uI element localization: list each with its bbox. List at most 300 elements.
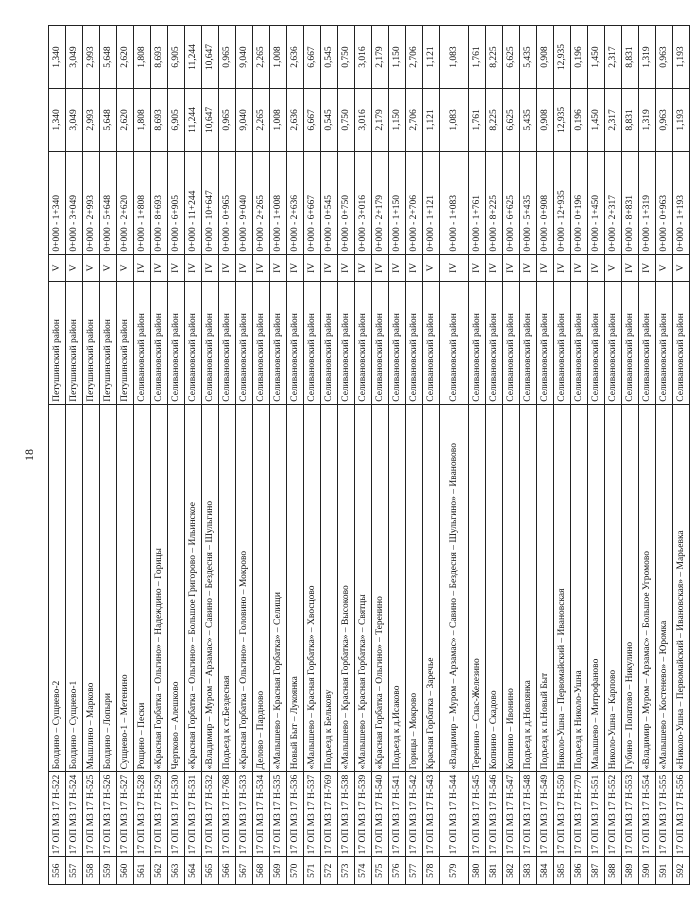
cell-category: V xyxy=(605,254,622,282)
cell-km-range: 0+000 - 1+319 xyxy=(639,151,656,254)
cell-length: 2,620 xyxy=(117,89,134,152)
cell-length: 0,750 xyxy=(338,89,355,152)
cell-category: V xyxy=(83,254,100,282)
cell-total-length: 8,831 xyxy=(622,26,639,89)
cell-road-code: 17 ОП МЗ 17 Н-529 xyxy=(151,772,168,857)
cell-row-number: 568 xyxy=(253,857,270,885)
cell-row-number: 564 xyxy=(185,857,202,885)
cell-category: IV xyxy=(440,254,469,282)
cell-road-name: Болдино – Лопыри xyxy=(100,404,117,772)
cell-district: Селивановский район xyxy=(202,282,219,405)
cell-district: Петушинский район xyxy=(83,282,100,405)
cell-road-name: Подъезд к Белькову xyxy=(321,404,338,772)
cell-district: Селивановский район xyxy=(168,282,185,405)
cell-length: 1,008 xyxy=(270,89,287,152)
cell-length: 5,648 xyxy=(100,89,117,152)
cell-road-name: «Малышево – Красная Горбатка» – Высоково xyxy=(338,404,355,772)
cell-category: IV xyxy=(537,254,554,282)
table-row xyxy=(537,26,554,885)
table-row xyxy=(588,26,605,885)
cell-km-range: 0+000 - 6+667 xyxy=(304,151,321,254)
table-row xyxy=(202,26,219,885)
cell-km-range: 0+000 - 0+196 xyxy=(571,151,588,254)
cell-row-number: 558 xyxy=(83,857,100,885)
cell-district: Петушинский район xyxy=(100,282,117,405)
cell-district: Селивановский район xyxy=(554,282,571,405)
cell-length: 10,647 xyxy=(202,89,219,152)
cell-total-length: 1,808 xyxy=(134,26,151,89)
cell-km-range: 0+000 - 10+647 xyxy=(202,151,219,254)
table-row xyxy=(486,26,503,885)
cell-road-name: «Владимир – Муром – Арзамас» – Савино – Бездесня – Шульгино xyxy=(202,404,219,772)
cell-category: IV xyxy=(304,254,321,282)
table-row xyxy=(321,26,338,885)
cell-row-number: 586 xyxy=(571,857,588,885)
cell-total-length: 1,083 xyxy=(440,26,469,89)
table-row xyxy=(423,26,440,885)
cell-length: 2,706 xyxy=(406,89,423,152)
cell-road-code: 17 ОП МЗ 17 Н-525 xyxy=(83,772,100,857)
cell-district: Селивановский район xyxy=(236,282,253,405)
cell-road-name: «Красная Горбатка – Ольгино» – Теренино xyxy=(372,404,389,772)
cell-km-range: 0+000 - 8+831 xyxy=(622,151,639,254)
cell-total-length: 9,040 xyxy=(236,26,253,89)
cell-road-code: 17 ОП МЗ 17 Н-528 xyxy=(134,772,151,857)
cell-road-code: 17 ОП МЗ 17 Н-534 xyxy=(253,772,270,857)
cell-km-range: 0+000 - 5+435 xyxy=(520,151,537,254)
cell-category: IV xyxy=(571,254,588,282)
cell-km-range: 0+000 - 0+908 xyxy=(537,151,554,254)
cell-road-code: 17 ОП МЗ 17 Н-535 xyxy=(270,772,287,857)
cell-row-number: 592 xyxy=(673,857,690,885)
cell-category: IV xyxy=(168,254,185,282)
cell-road-code: 17 ОП МЗ 17 Н-532 xyxy=(202,772,219,857)
table-row xyxy=(287,26,304,885)
cell-district: Селивановский район xyxy=(571,282,588,405)
cell-road-name: Подъезд к п.Новый Быт xyxy=(537,404,554,772)
cell-row-number: 572 xyxy=(321,857,338,885)
cell-district: Селивановский район xyxy=(219,282,236,405)
cell-road-name: «Малышево – Красная Горбатка» – Святцы xyxy=(355,404,372,772)
cell-road-code: 17 ОП МЗ 17 Н-531 xyxy=(185,772,202,857)
cell-category: V xyxy=(117,254,134,282)
cell-length: 0,965 xyxy=(219,89,236,152)
cell-road-name: «Малышево – Красная Горбатка» – Хвосцово xyxy=(304,404,321,772)
cell-category: IV xyxy=(219,254,236,282)
cell-length: 1,193 xyxy=(673,89,690,152)
cell-district: Селивановский район xyxy=(389,282,406,405)
cell-row-number: 569 xyxy=(270,857,287,885)
cell-district: Селивановский район xyxy=(639,282,656,405)
cell-total-length: 6,905 xyxy=(168,26,185,89)
cell-km-range: 0+000 - 2+179 xyxy=(372,151,389,254)
cell-road-code: 17 ОП МЗ 17 Н-551 xyxy=(588,772,605,857)
cell-total-length: 0,965 xyxy=(219,26,236,89)
cell-road-name: «Малышево – Костенево» – Юромка xyxy=(656,404,673,772)
cell-road-name: Мышлино – Марково xyxy=(83,404,100,772)
cell-km-range: 0+000 - 2+993 xyxy=(83,151,100,254)
cell-km-range: 0+000 - 2+265 xyxy=(253,151,270,254)
cell-category: V xyxy=(423,254,440,282)
cell-km-range: 0+000 - 1+340 xyxy=(49,151,66,254)
cell-district: Селивановский район xyxy=(287,282,304,405)
cell-district: Селивановский район xyxy=(304,282,321,405)
table-row xyxy=(253,26,270,885)
cell-road-code: 17 ОП МЗ 17 Н-545 xyxy=(469,772,486,857)
roads-table-body xyxy=(49,26,690,885)
cell-road-name: Болдино – Сущнево-1 xyxy=(66,404,83,772)
cell-road-name: Горицы – Мокрово xyxy=(406,404,423,772)
cell-road-name: Чертково – Алешково xyxy=(168,404,185,772)
cell-total-length: 2,265 xyxy=(253,26,270,89)
cell-road-name: Делово – Пардново xyxy=(253,404,270,772)
cell-length: 0,908 xyxy=(537,89,554,152)
cell-total-length: 1,450 xyxy=(588,26,605,89)
cell-category: IV xyxy=(554,254,571,282)
cell-length: 3,049 xyxy=(66,89,83,152)
cell-length: 1,121 xyxy=(423,89,440,152)
cell-category: IV xyxy=(338,254,355,282)
cell-row-number: 559 xyxy=(100,857,117,885)
cell-km-range: 0+000 - 11+244 xyxy=(185,151,202,254)
cell-row-number: 590 xyxy=(639,857,656,885)
cell-row-number: 588 xyxy=(605,857,622,885)
cell-district: Селивановский район xyxy=(355,282,372,405)
cell-row-number: 578 xyxy=(423,857,440,885)
cell-length: 2,179 xyxy=(372,89,389,152)
cell-district: Селивановский район xyxy=(253,282,270,405)
cell-total-length: 5,648 xyxy=(100,26,117,89)
cell-row-number: 571 xyxy=(304,857,321,885)
cell-road-code: 17 ОП МЗ 17 Н-543 xyxy=(423,772,440,857)
cell-row-number: 562 xyxy=(151,857,168,885)
cell-category: IV xyxy=(355,254,372,282)
cell-total-length: 0,750 xyxy=(338,26,355,89)
cell-category: IV xyxy=(622,254,639,282)
cell-total-length: 0,545 xyxy=(321,26,338,89)
table-row xyxy=(49,26,66,885)
cell-km-range: 0+000 - 6+905 xyxy=(168,151,185,254)
cell-category: IV xyxy=(321,254,338,282)
cell-km-range: 0+000 - 2+706 xyxy=(406,151,423,254)
cell-length: 0,545 xyxy=(321,89,338,152)
cell-road-code: 17 ОП МЗ 17 Н-537 xyxy=(304,772,321,857)
cell-length: 8,693 xyxy=(151,89,168,152)
cell-length: 2,636 xyxy=(287,89,304,152)
cell-category: V xyxy=(49,254,66,282)
cell-length: 1,340 xyxy=(49,89,66,152)
cell-km-range: 0+000 - 12+935 xyxy=(554,151,571,254)
cell-category: IV xyxy=(588,254,605,282)
cell-district: Селивановский район xyxy=(423,282,440,405)
cell-total-length: 6,667 xyxy=(304,26,321,89)
cell-total-length: 8,693 xyxy=(151,26,168,89)
cell-total-length: 0,908 xyxy=(537,26,554,89)
cell-road-code: 17 ОП МЗ 17 Н-553 xyxy=(622,772,639,857)
cell-road-name: Копнино – Ивонино xyxy=(503,404,520,772)
cell-total-length: 2,636 xyxy=(287,26,304,89)
table-row xyxy=(639,26,656,885)
cell-road-code: 17 ОП МЗ 17 Н-539 xyxy=(355,772,372,857)
table-row xyxy=(406,26,423,885)
cell-category: IV xyxy=(486,254,503,282)
table-row xyxy=(503,26,520,885)
cell-road-code: 17 ОП МЗ 17 Н-554 xyxy=(639,772,656,857)
table-row xyxy=(270,26,287,885)
cell-total-length: 1,193 xyxy=(673,26,690,89)
cell-district: Селивановский район xyxy=(151,282,168,405)
table-row xyxy=(117,26,134,885)
cell-road-name: Николо-Ушна – Первомайский – Ивановская xyxy=(554,404,571,772)
cell-row-number: 573 xyxy=(338,857,355,885)
cell-district: Петушинский район xyxy=(49,282,66,405)
cell-row-number: 581 xyxy=(486,857,503,885)
cell-road-name: «Николо-Ушна – Первомайский – Ивановская» – Марьевка xyxy=(673,404,690,772)
cell-district: Селивановский район xyxy=(486,282,503,405)
cell-district: Селивановский район xyxy=(134,282,151,405)
cell-road-code: 17 ОП МЗ 17 Н-524 xyxy=(66,772,83,857)
cell-km-range: 0+000 - 1+808 xyxy=(134,151,151,254)
cell-total-length: 5,435 xyxy=(520,26,537,89)
cell-length: 2,993 xyxy=(83,89,100,152)
cell-road-code: 17 ОП МЗ 17 Н-522 xyxy=(49,772,66,857)
cell-road-name: Рощино – Пески xyxy=(134,404,151,772)
cell-district: Селивановский район xyxy=(372,282,389,405)
table-row xyxy=(151,26,168,885)
cell-district: Селивановский район xyxy=(270,282,287,405)
cell-district: Селивановский район xyxy=(622,282,639,405)
cell-km-range: 0+000 - 0+545 xyxy=(321,151,338,254)
cell-total-length: 10,647 xyxy=(202,26,219,89)
cell-road-code: 17 ОП МЗ 17 Н-552 xyxy=(605,772,622,857)
cell-row-number: 591 xyxy=(656,857,673,885)
cell-total-length: 0,963 xyxy=(656,26,673,89)
cell-road-name: «Красная Горбатка – Ольгино» – Надеждино – Горицы xyxy=(151,404,168,772)
cell-total-length: 2,179 xyxy=(372,26,389,89)
cell-km-range: 0+000 - 1+450 xyxy=(588,151,605,254)
cell-road-code: 17 ОП МЗ 17 Н-527 xyxy=(117,772,134,857)
cell-category: IV xyxy=(406,254,423,282)
cell-category: IV xyxy=(151,254,168,282)
table-row xyxy=(673,26,690,885)
cell-km-range: 0+000 - 0+965 xyxy=(219,151,236,254)
cell-length: 5,435 xyxy=(520,89,537,152)
cell-km-range: 0+000 - 1+193 xyxy=(673,151,690,254)
cell-row-number: 582 xyxy=(503,857,520,885)
cell-total-length: 1,121 xyxy=(423,26,440,89)
table-row xyxy=(219,26,236,885)
cell-total-length: 1,150 xyxy=(389,26,406,89)
cell-road-name: «Владимир – Муром – Арзамас» – Савино – Бездесня – Шульгино» – Ивановово xyxy=(440,404,469,772)
cell-road-code: 17 ОП МЗ 17 Н-770 xyxy=(571,772,588,857)
cell-road-name: Николо-Ушна – Карпово xyxy=(605,404,622,772)
cell-length: 0,196 xyxy=(571,89,588,152)
cell-category: IV xyxy=(236,254,253,282)
cell-road-name: Подъезд к д.Исаково xyxy=(389,404,406,772)
cell-district: Селивановский район xyxy=(605,282,622,405)
cell-road-code: 17 ОП МЗ 17 Н-530 xyxy=(168,772,185,857)
table-row xyxy=(168,26,185,885)
cell-row-number: 570 xyxy=(287,857,304,885)
cell-row-number: 574 xyxy=(355,857,372,885)
cell-district: Селивановский район xyxy=(406,282,423,405)
cell-row-number: 580 xyxy=(469,857,486,885)
cell-road-code: 17 ОП МЗ 17 Н-556 xyxy=(673,772,690,857)
cell-row-number: 561 xyxy=(134,857,151,885)
cell-total-length: 1,008 xyxy=(270,26,287,89)
cell-length: 1,083 xyxy=(440,89,469,152)
cell-total-length: 1,319 xyxy=(639,26,656,89)
cell-road-name: Сущнево-1 – Метенино xyxy=(117,404,134,772)
cell-road-name: Копнино – Скадово xyxy=(486,404,503,772)
cell-km-range: 0+000 - 8+225 xyxy=(486,151,503,254)
cell-district: Петушинский район xyxy=(66,282,83,405)
cell-road-name: Новый Быт – Лукоянка xyxy=(287,404,304,772)
cell-district: Селивановский район xyxy=(656,282,673,405)
cell-road-code: 17 ОП МЗ 17 Н-544 xyxy=(440,772,469,857)
table-row xyxy=(338,26,355,885)
table-row xyxy=(622,26,639,885)
cell-road-name: Подъезд к д.Новлянка xyxy=(520,404,537,772)
cell-row-number: 585 xyxy=(554,857,571,885)
cell-road-code: 17 ОП МЗ 17 Н-548 xyxy=(520,772,537,857)
cell-row-number: 566 xyxy=(219,857,236,885)
table-row xyxy=(372,26,389,885)
cell-road-name: Теренино – Спас-Железино xyxy=(469,404,486,772)
cell-total-length: 3,016 xyxy=(355,26,372,89)
table-row xyxy=(389,26,406,885)
table-row xyxy=(605,26,622,885)
cell-km-range: 0+000 - 9+040 xyxy=(236,151,253,254)
cell-district: Селивановский район xyxy=(503,282,520,405)
cell-road-code: 17 ОП МЗ 17 Н-769 xyxy=(321,772,338,857)
cell-km-range: 0+000 - 2+636 xyxy=(287,151,304,254)
cell-row-number: 567 xyxy=(236,857,253,885)
cell-road-name: «Владимир – Муром – Арзамас» – Большое Угромово xyxy=(639,404,656,772)
cell-road-name: Губино – Попатово – Никулино xyxy=(622,404,639,772)
cell-total-length: 1,340 xyxy=(49,26,66,89)
cell-total-length: 11,244 xyxy=(185,26,202,89)
cell-row-number: 575 xyxy=(372,857,389,885)
cell-row-number: 583 xyxy=(520,857,537,885)
cell-length: 8,831 xyxy=(622,89,639,152)
cell-category: IV xyxy=(202,254,219,282)
cell-road-code: 17 ОП МЗ 17 Н-550 xyxy=(554,772,571,857)
cell-length: 1,808 xyxy=(134,89,151,152)
cell-row-number: 584 xyxy=(537,857,554,885)
cell-road-name: Красная Горбатка – Заречье xyxy=(423,404,440,772)
cell-row-number: 560 xyxy=(117,857,134,885)
cell-category: IV xyxy=(270,254,287,282)
cell-total-length: 12,935 xyxy=(554,26,571,89)
cell-km-range: 0+000 - 0+963 xyxy=(656,151,673,254)
cell-road-name: «Красная Горбатка – Ольгино» – Большое Григорово – Ильинское xyxy=(185,404,202,772)
cell-total-length: 2,620 xyxy=(117,26,134,89)
cell-road-code: 17 ОП МЗ 17 Н-541 xyxy=(389,772,406,857)
cell-km-range: 0+000 - 2+317 xyxy=(605,151,622,254)
cell-road-code: 17 ОП МЗ 17 Н-549 xyxy=(537,772,554,857)
cell-category: IV xyxy=(372,254,389,282)
cell-category: IV xyxy=(134,254,151,282)
cell-district: Селивановский район xyxy=(185,282,202,405)
cell-district: Селивановский район xyxy=(440,282,469,405)
cell-category: V xyxy=(100,254,117,282)
cell-district: Селивановский район xyxy=(673,282,690,405)
cell-road-code: 17 ОП МЗ 17 Н-526 xyxy=(100,772,117,857)
table-row xyxy=(83,26,100,885)
cell-district: Селивановский район xyxy=(321,282,338,405)
cell-total-length: 2,317 xyxy=(605,26,622,89)
cell-road-name: «Красная Горбатка – Ольгино» – Головино – Мокрово xyxy=(236,404,253,772)
cell-total-length: 2,706 xyxy=(406,26,423,89)
cell-length: 8,225 xyxy=(486,89,503,152)
cell-road-code: 17 ОП МЗ 17 Н-555 xyxy=(656,772,673,857)
cell-category: V xyxy=(66,254,83,282)
cell-road-name: Подъезд к Николо-Ушна xyxy=(571,404,588,772)
cell-category: IV xyxy=(185,254,202,282)
cell-row-number: 565 xyxy=(202,857,219,885)
cell-km-range: 0+000 - 0+750 xyxy=(338,151,355,254)
cell-total-length: 6,625 xyxy=(503,26,520,89)
cell-length: 6,625 xyxy=(503,89,520,152)
cell-road-code: 17 ОП МЗ 17 Н-533 xyxy=(236,772,253,857)
cell-row-number: 579 xyxy=(440,857,469,885)
cell-km-range: 0+000 - 3+016 xyxy=(355,151,372,254)
cell-row-number: 589 xyxy=(622,857,639,885)
cell-km-range: 0+000 - 1+083 xyxy=(440,151,469,254)
table-row xyxy=(656,26,673,885)
cell-length: 1,150 xyxy=(389,89,406,152)
cell-category: IV xyxy=(503,254,520,282)
cell-road-code: 17 ОП МЗ 17 Н-536 xyxy=(287,772,304,857)
rotated-page xyxy=(20,25,686,885)
cell-length: 11,244 xyxy=(185,89,202,152)
cell-length: 9,040 xyxy=(236,89,253,152)
cell-km-range: 0+000 - 8+693 xyxy=(151,151,168,254)
page-number: 18 xyxy=(22,449,36,461)
table-row xyxy=(355,26,372,885)
cell-km-range: 0+000 - 5+648 xyxy=(100,151,117,254)
cell-km-range: 0+000 - 3+049 xyxy=(66,151,83,254)
cell-km-range: 0+000 - 1+150 xyxy=(389,151,406,254)
cell-road-code: 17 ОП МЗ 17 Н-538 xyxy=(338,772,355,857)
cell-length: 12,935 xyxy=(554,89,571,152)
cell-road-code: 17 ОП МЗ 17 Н-546 xyxy=(486,772,503,857)
cell-km-range: 0+000 - 1+008 xyxy=(270,151,287,254)
cell-row-number: 563 xyxy=(168,857,185,885)
cell-row-number: 587 xyxy=(588,857,605,885)
cell-total-length: 1,761 xyxy=(469,26,486,89)
cell-category: IV xyxy=(520,254,537,282)
cell-row-number: 576 xyxy=(389,857,406,885)
cell-km-range: 0+000 - 1+121 xyxy=(423,151,440,254)
cell-category: IV xyxy=(639,254,656,282)
cell-length: 1,450 xyxy=(588,89,605,152)
table-row xyxy=(440,26,469,885)
table-row xyxy=(185,26,202,885)
cell-road-name: Подъезд к ст.Бездесная xyxy=(219,404,236,772)
cell-km-range: 0+000 - 1+761 xyxy=(469,151,486,254)
cell-road-code: 17 ОП МЗ 17 Н-542 xyxy=(406,772,423,857)
table-row xyxy=(571,26,588,885)
table-row xyxy=(304,26,321,885)
cell-category: IV xyxy=(253,254,270,282)
cell-total-length: 0,196 xyxy=(571,26,588,89)
cell-total-length: 3,049 xyxy=(66,26,83,89)
cell-row-number: 577 xyxy=(406,857,423,885)
table-row xyxy=(66,26,83,885)
roads-table xyxy=(48,25,690,885)
